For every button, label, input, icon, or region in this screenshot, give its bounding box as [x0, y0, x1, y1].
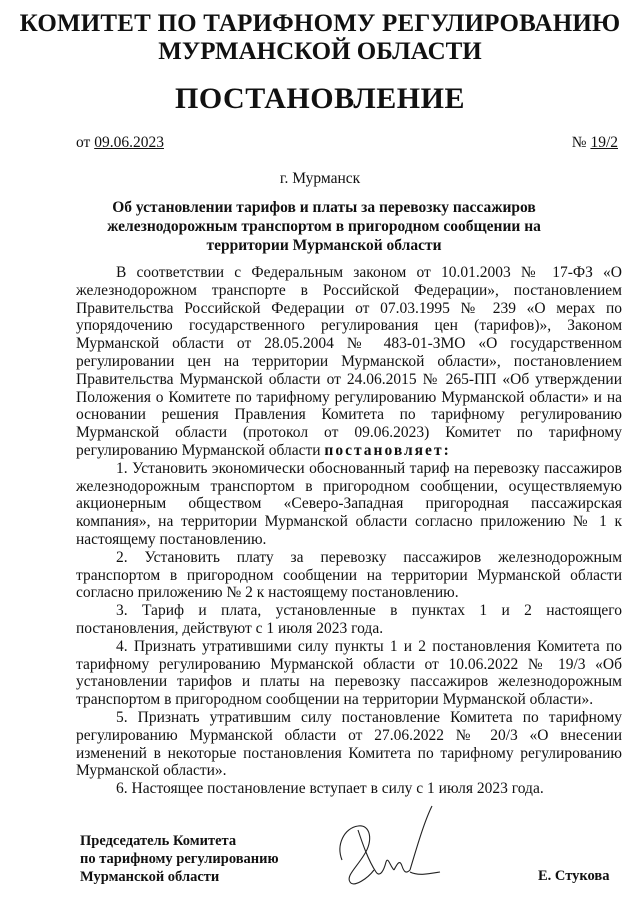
- item-paragraph-4: 4. Признать утратившими силу пункты 1 и 2 постановления Комитета по тарифному регулированию Мурманской области от 10.06.2022 № 19/3 «Об установлении тарифов и платы на перевозку пассажиров железнодорожным транспортом в пригородном сообщении на территории Мурманской области».: [76, 637, 622, 709]
- preamble-paragraph: [76, 264, 622, 460]
- handwritten-signature: [328, 800, 448, 895]
- signatory-position-line2: по тарифному регулированию: [80, 851, 279, 867]
- signer-name: Е. Стукова: [538, 868, 610, 884]
- signatory-position-line1: Председатель Комитета: [80, 833, 237, 849]
- item-paragraph-2: 2. Установить плату за перевозку пассажиров железнодорожным транспортом в пригородном сообщении на территории Мурманской области согласно приложению № 2 к настоящему постановлению.: [76, 548, 622, 602]
- signatory-position-line3: Мурманской области: [80, 869, 220, 885]
- item-paragraph-5: 5. Признать утратившим силу постановление Комитета по тарифному регулированию Мурманской области от 27.06.2022 № 20/3 «О внесении изменений в некоторые постановления Комитета по тарифному регулированию Мурманской области».: [76, 708, 622, 780]
- document-title: Об установлении тарифов и платы за перевозку пассажиров железнодорожным транспортом в пригородном сообщении на территории Мурманской области: [107, 199, 541, 254]
- item-paragraph-6: 6. Настоящее постановление вступает в силу с 1 июля 2023 года.: [116, 780, 544, 798]
- document-body: [76, 264, 622, 798]
- document-type-heading: ПОСТАНОВЛЕНИЕ: [175, 82, 465, 115]
- number-prefix: №: [571, 134, 587, 151]
- document-date-line: [76, 134, 164, 152]
- item-paragraph-1: 1. Установить экономически обоснованный тариф на перевозку пассажиров железнодорожным транспортом в пригородном сообщении, осуществляемую акционерным обществом «Северо-Западная пригородная пассажирская компания», на территории Мурманской области согласно приложению № 1 к настоящему постановлению.: [76, 459, 622, 548]
- preamble-text: В соответствии с Федеральным законом от 10.01.2003 № 17-ФЗ «О железнодорожном транспорте в Российской Федерации», постановлением Правительства Российской Федерации от 07.03.1995 № 239 «О мерах по упорядочению государственного регулирования цен (тарифов)», Законом Мурманской области от 28.05.2004 № 483-01-ЗМО «О государственном регулировании цен на территории Мурманской области», постановлением Правительства Мурманской области от 24.06.2015 № 265-ПП «Об утверждении Положения о Комитете по тарифному регулированию Мурманской области» и на основании решения Правления Комитета по тарифному регулированию Мурманской области (протокол от 09.06.2023) Комитет по тарифному регулированию Мурманской области: [76, 264, 622, 459]
- document-number: 19/2: [590, 134, 618, 151]
- resolves-word: постановляет: [324, 441, 444, 459]
- item-paragraph-3: 3. Тариф и плата, установленные в пунктах 1 и 2 настоящего постановления, действуют с 1 июля 2023 года.: [76, 602, 622, 637]
- organization-name-line2: МУРМАНСКОЙ ОБЛАСТИ: [158, 38, 482, 65]
- document-date: 09.06.2023: [94, 134, 164, 151]
- resolves-colon: :: [443, 441, 449, 459]
- organization-name-line1: КОМИТЕТ ПО ТАРИФНОМУ РЕГУЛИРОВАНИЮ: [19, 10, 621, 37]
- document-number-line: [572, 134, 618, 152]
- signatory-position: [80, 832, 279, 886]
- city-line: г. Мурманск: [279, 170, 361, 187]
- date-prefix: от: [76, 134, 91, 151]
